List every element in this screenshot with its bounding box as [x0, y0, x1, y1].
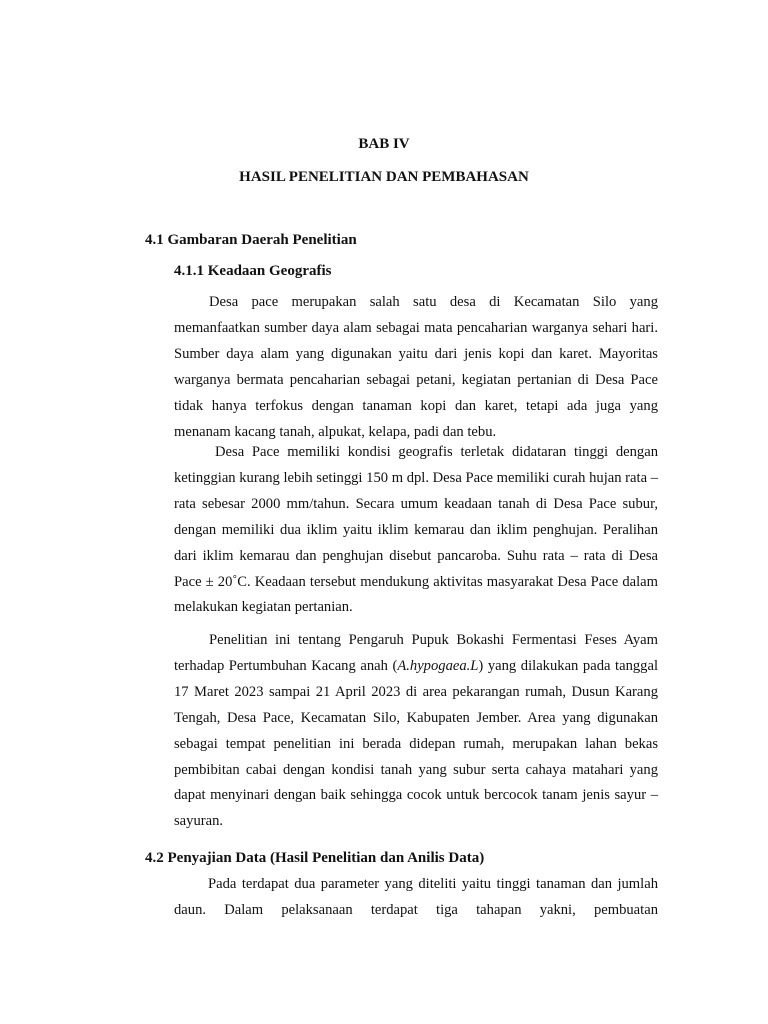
paragraph-data-presentation: Pada terdapat dua parameter yang diteliti yaitu tinggi tanaman dan jumlah daun. Dalam pelaksanaan terdapat tiga tahapan yakni, pembuatan	[174, 876, 658, 918]
chapter-title: HASIL PENELITIAN DAN PEMBAHASAN	[239, 169, 529, 185]
paragraph-geography-1: Desa pace merupakan salah satu desa di Kecamatan Silo yang memanfaatkan sumber daya alam sebagai mata pencaharian warganya sehari hari. Sumber daya alam yang digunakan yaitu dari jenis kopi dan karet. Mayoritas warganya bermata pencaharian sebagai petani, kegiatan pertanian di Desa Pace tidak hanya terfokus dengan tanaman kopi dan karet, tetapi ada juga yang menanam kacang tanah, alpukat, kelapa, padi dan tebu.	[174, 294, 658, 440]
section-heading-4-1: 4.1 Gambaran Daerah Penelitian	[145, 232, 357, 248]
paragraph-research-text-end: ) yang dilakukan pada tanggal 17 Maret 2023 sampai 21 April 2023 di area pekarangan rumah, Dusun Karang Tengah, Desa Pace, Kecamatan Silo, Kabupaten Jember. Area yang digunakan sebagai tempat penelitian ini berada didepan rumah, merupakan lahan bekas pembibitan cabai dengan kondisi tanah yang subur serta cahaya matahari yang dapat menyinari dengan baik sehingga cocok untuk bercocok tanam jenis sayur – sayuran.	[174, 657, 658, 830]
subsection-heading-4-1-1: 4.1.1 Keadaan Geografis	[174, 263, 332, 279]
chapter-number: BAB IV	[358, 136, 410, 152]
paragraph-research-location	[174, 628, 658, 835]
paragraph-geography-2: Desa Pace memiliki kondisi geografis terletak didataran tinggi dengan ketinggian kurang lebih setinggi 150 m dpl. Desa Pace memiliki curah hujan rata – rata sebesar 2000 mm/tahun. Secara umum keadaan tanah di Desa Pace subur, dengan memiliki dua iklim yaitu iklim kemarau dan iklim penghujan. Peralihan dari iklim kemarau dan penghujan disebut pancaroba. Suhu rata – rata di Desa Pace ± 20˚C. Keadaan tersebut mendukung aktivitas masyarakat Desa Pace dalam melakukan kegiatan pertanian.	[174, 444, 658, 616]
section-heading-4-2: 4.2 Penyajian Data (Hasil Penelitian dan Anilis Data)	[145, 850, 485, 866]
species-name: A.hypogaea.L	[397, 657, 479, 674]
paragraph-research-text-start: Penelitian ini tentang Pengaruh Pupuk Bokashi Fermentasi Feses Ayam terhadap Pertumbuhan Kacang anah (	[174, 632, 658, 674]
